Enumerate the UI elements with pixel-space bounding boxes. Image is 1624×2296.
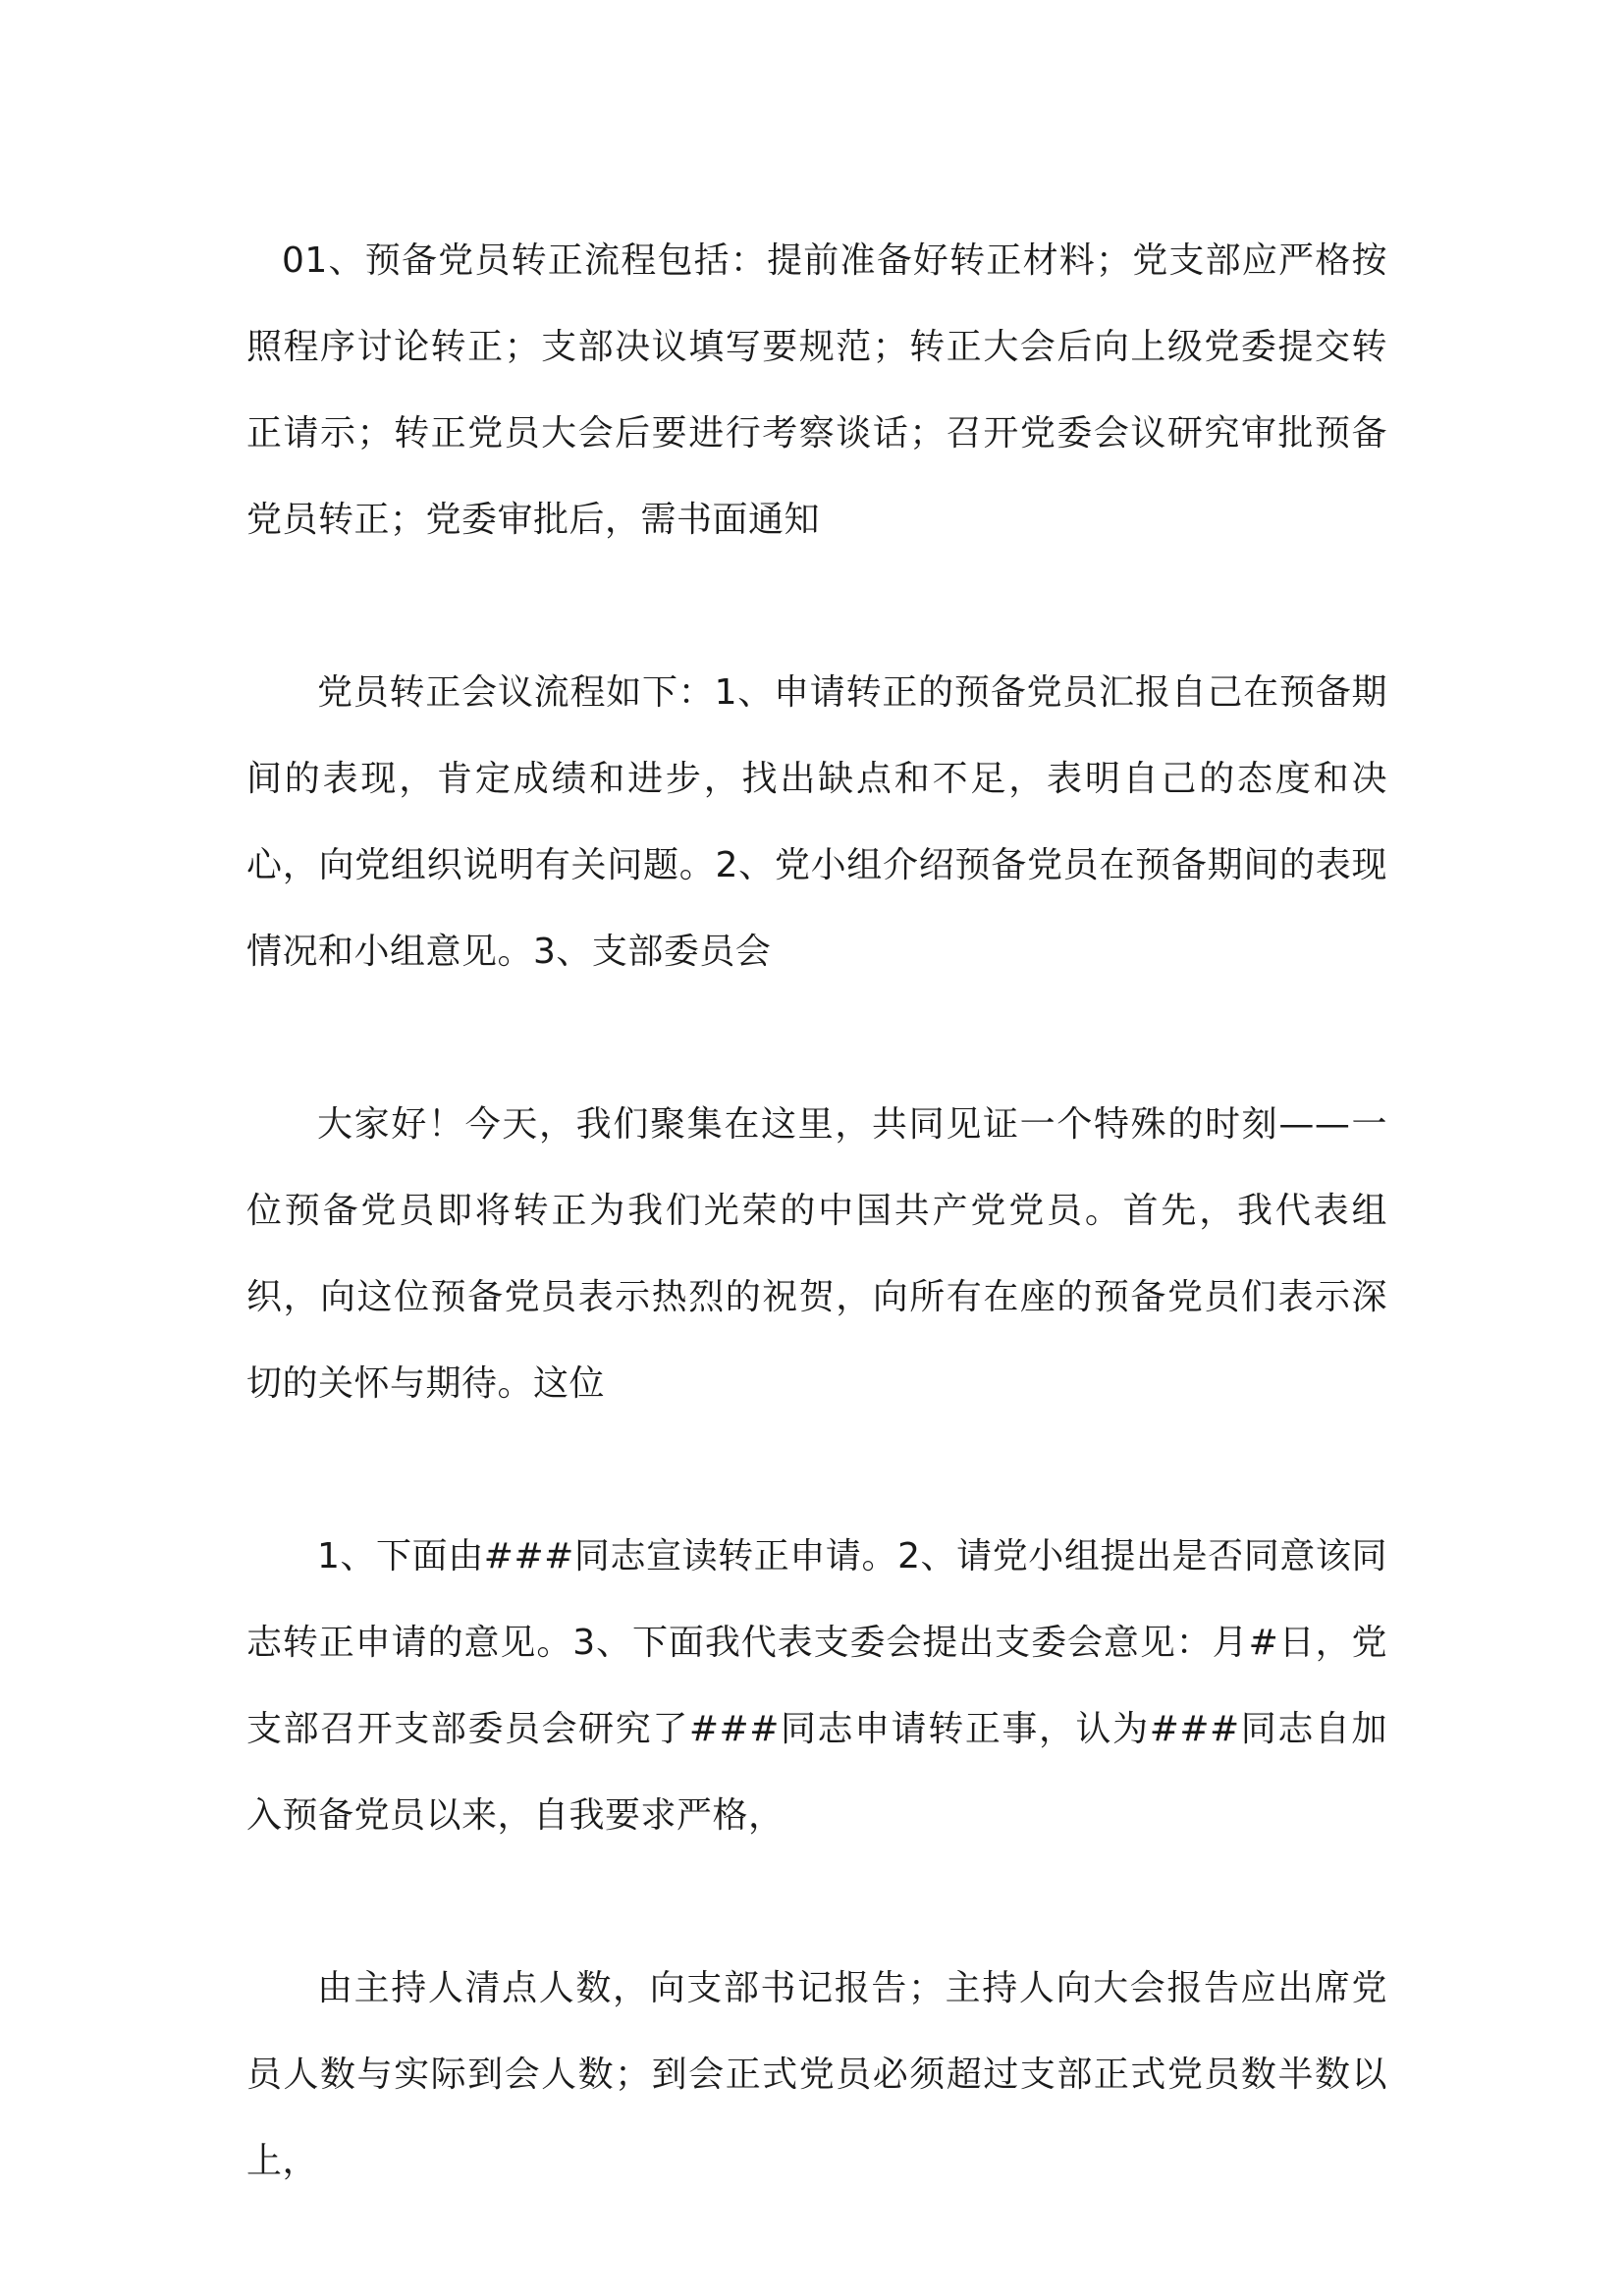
- paragraph-application-reading: 1、下面由###同志宣读转正申请。2、请党小组提出是否同意该同志转正申请的意见。3、下面我代表支委会提出支委会意见：月#日，党支部召开支部委员会研究了###同志申请转正事，认为###同志自加入预备党员以来，自我要求严格，: [246, 1536, 1387, 1836]
- paragraph-meeting-procedure: 党员转正会议流程如下：1、申请转正的预备党员汇报自己在预备期间的表现，肯定成绩和进步，找出缺点和不足，表明自己的态度和决心，向党组织说明有关问题。2、党小组介绍预备党员在预备期间的表现情况和小组意见。3、支部委员会: [246, 672, 1387, 972]
- paragraph-welcome-speech: 大家好！今天，我们聚集在这里，共同见证一个特殊的时刻——一位预备党员即将转正为我们光荣的中国共产党党员。首先，我代表组织，向这位预备党员表示热烈的祝贺，向所有在座的预备党员们表示深切的关怀与期待。这位: [246, 1104, 1387, 1404]
- document-body: [246, 218, 1387, 2291]
- paragraph-attendance-count: 由主持人清点人数，向支部书记报告；主持人向大会报告应出席党员人数与实际到会人数；到会正式党员必须超过支部正式党员数半数以上，: [246, 1968, 1387, 2181]
- paragraph-conversion-process: 01、预备党员转正流程包括：提前准备好转正材料；党支部应严格按照程序讨论转正；支部决议填写要规范；转正大会后向上级党委提交转正请示；转正党员大会后要进行考察谈话；召开党委会议研究审批预备党员转正；党委审批后，需书面通知: [246, 240, 1387, 540]
